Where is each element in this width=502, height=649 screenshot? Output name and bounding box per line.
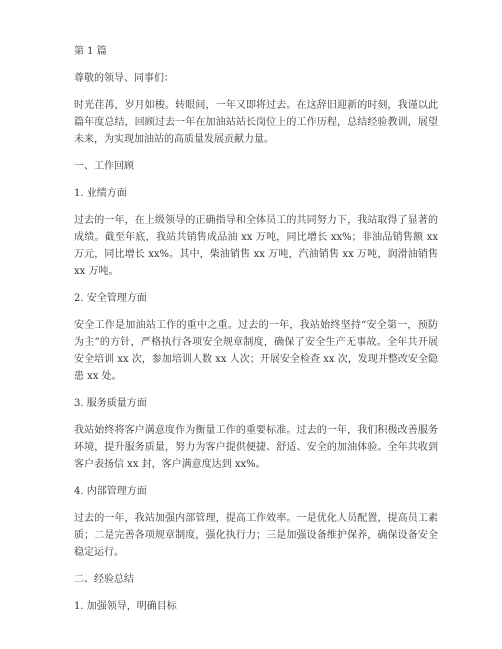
service-paragraph: 我站始终将客户满意度作为衡量工作的重要标准。过去的一年，我们积极改善服务环境，提升服务质量，努力为客户提供便捷、舒适、安全的加油体验。全年共收到客户表扬信 xx 封，客户满意度达到 xx%。 [74, 425, 438, 470]
management-paragraph: 过去的一年，我站加强内部管理，提高工作效率。一是优化人员配置，提高员工素质；二是完善各项规章制度，强化执行力；三是加强设备维护保养，确保设备安全稳定运行。 [74, 513, 438, 558]
subheading-management: 4. 内部管理方面 [74, 486, 147, 497]
subheading-service: 3. 服务质量方面 [74, 398, 147, 409]
subheading-performance: 1. 业绩方面 [74, 188, 127, 199]
intro-paragraph: 时光荏苒，岁月如梭。转眼间，一年又即将过去。在这辞旧迎新的时刻，我谨以此篇年度总结，回顾过去一年在加油站站长岗位上的工作历程，总结经验教训，展望未来，为实现加油站的高质量发展贡献力量。 [74, 100, 438, 145]
section-label: 第 1 篇 [74, 46, 107, 57]
subheading-safety: 2. 安全管理方面 [74, 293, 147, 304]
document-page [74, 43, 438, 615]
subheading-leadership: 1. 加强领导，明确目标 [74, 601, 177, 612]
safety-paragraph: 安全工作是加油站工作的重中之重。过去的一年，我站始终坚持“安全第一，预防为主”的方针，严格执行各项安全规章制度，确保了安全生产无事故。全年共开展安全培训 xx 次，参加培训人数 xx 人次；开展安全检查 xx 次，发现并整改安全隐患 xx 处。 [74, 320, 438, 382]
performance-paragraph: 过去的一年，在上级领导的正确指导和全体员工的共同努力下，我站取得了显著的成绩。截至年底，我站共销售成品油 xx 万吨，同比增长 xx%；非油品销售额 xx 万元，同比增长 xx%。其中，柴油销售 xx 万吨，汽油销售 xx 万吨，润滑油销售 xx 万吨。 [74, 215, 438, 277]
salutation: 尊敬的领导、同事们： [74, 73, 174, 84]
heading-experience: 二、经验总结 [74, 574, 134, 585]
heading-work-review: 一、工作回顾 [74, 161, 134, 172]
